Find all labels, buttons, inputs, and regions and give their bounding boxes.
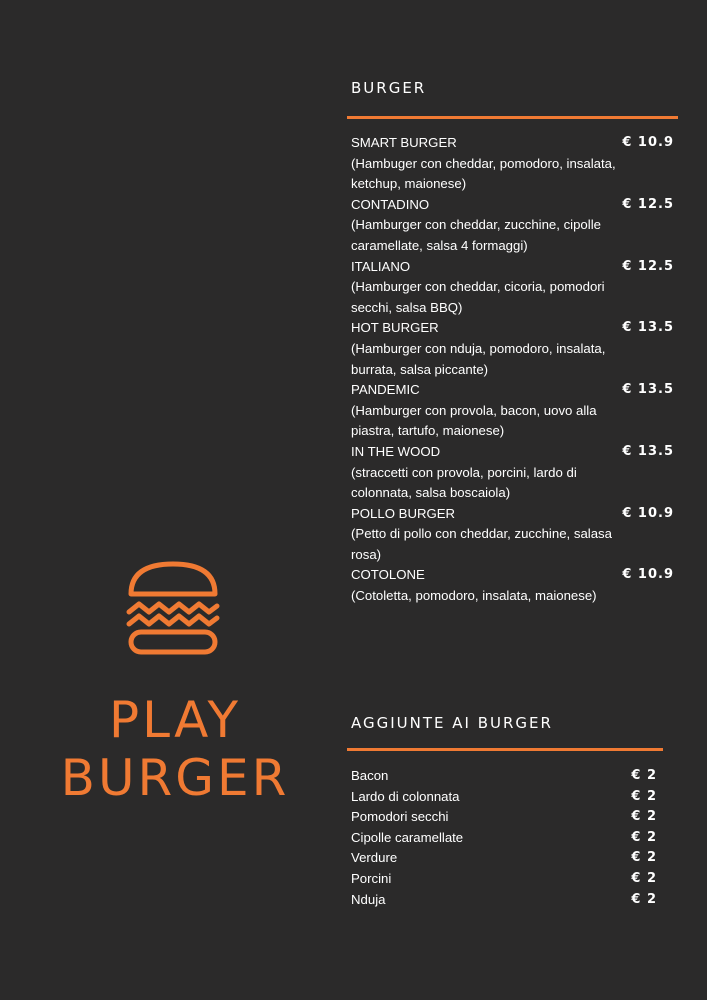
addon-item [351,787,661,808]
addon-item-name: Bacon [351,768,389,783]
menu-item-price: € 10.9 [622,505,674,521]
menu-item-name: PANDEMIC [351,382,420,398]
menu-item-description: (Cotoletta, pomodoro, insalata, maionese) [351,588,597,604]
menu-item-name: CONTADINO [351,196,430,212]
burger-icon [125,560,221,660]
menu-item-name: HOT BURGER [351,320,439,336]
menu-item-description: (Hamburger con cheddar, cicoria, pomodori secchi, salsa BBQ) [351,279,605,315]
burger-section-divider [347,116,678,119]
menu-item-description: (Hamburger con nduja, pomodoro, insalata, burrata, salsa piccante) [351,340,606,377]
menu-item [351,318,678,380]
menu-item-price: € 10.9 [622,567,674,583]
addon-item-name: Verdure [351,850,398,866]
menu-item-description: (straccetti con provola, porcini, lardo di colonnata, salsa boscaiola) [351,464,577,501]
addon-item-price: € 2 [631,768,657,783]
menu-item [351,380,678,442]
addon-item [351,869,661,890]
burger-menu-list [351,133,678,607]
addon-item-name: Cipolle caramellate [351,829,464,845]
addon-item-price: € 2 [631,788,657,804]
menu-item [351,133,678,195]
menu-item-name: IN THE WOOD [351,443,441,459]
menu-item-description: (Hamburger con provola, bacon, uovo alla piastra, tartufo, maionese) [351,402,597,439]
addon-item [351,848,661,869]
addon-item-name: Pomodori secchi [351,809,449,825]
menu-item-description: (Hambuger con cheddar, pomodoro, insalata, ketchup, maionese) [351,155,616,192]
brand-name-line2: BURGER [60,749,290,807]
addons-list [351,766,661,910]
menu-item-price: € 10.9 [622,135,674,150]
addon-item-price: € 2 [631,829,657,845]
burger-section-title: BURGER [351,79,427,97]
brand-name-line1: PLAY [108,691,242,749]
addon-item-price: € 2 [631,870,657,886]
menu-item [351,504,678,566]
addons-section-divider [347,748,663,751]
addon-item-price: € 2 [631,809,657,825]
addon-item-name: Nduja [351,891,386,907]
menu-item-name: COTOLONE [351,567,425,583]
menu-item-price: € 13.5 [622,443,674,459]
menu-item-name: ITALIANO [351,258,411,274]
menu-item-name: POLLO BURGER [351,505,456,521]
addon-item [351,890,661,911]
addon-item [351,828,661,849]
menu-item [351,195,678,257]
menu-item-description: (Hamburger con cheddar, zucchine, cipolle caramellate, salsa 4 formaggi) [351,217,601,253]
addon-item [351,766,661,787]
menu-item-description: (Petto di pollo con cheddar, zucchine, salasa rosa) [351,526,612,562]
menu-item-name: SMART BURGER [351,135,457,150]
addons-section-title: AGGIUNTE AI BURGER [351,714,553,732]
addon-item-price: € 2 [631,891,657,907]
addon-item-name: Porcini [351,870,392,886]
menu-item [351,565,678,606]
menu-item-price: € 12.5 [622,196,674,212]
menu-item-price: € 12.5 [622,258,674,274]
menu-item-price: € 13.5 [622,320,674,336]
menu-item-price: € 13.5 [622,382,674,398]
addon-item-price: € 2 [631,850,657,866]
addon-item [351,807,661,828]
menu-item [351,257,678,319]
addon-item-name: Lardo di colonnata [351,788,460,804]
menu-item [351,442,678,504]
